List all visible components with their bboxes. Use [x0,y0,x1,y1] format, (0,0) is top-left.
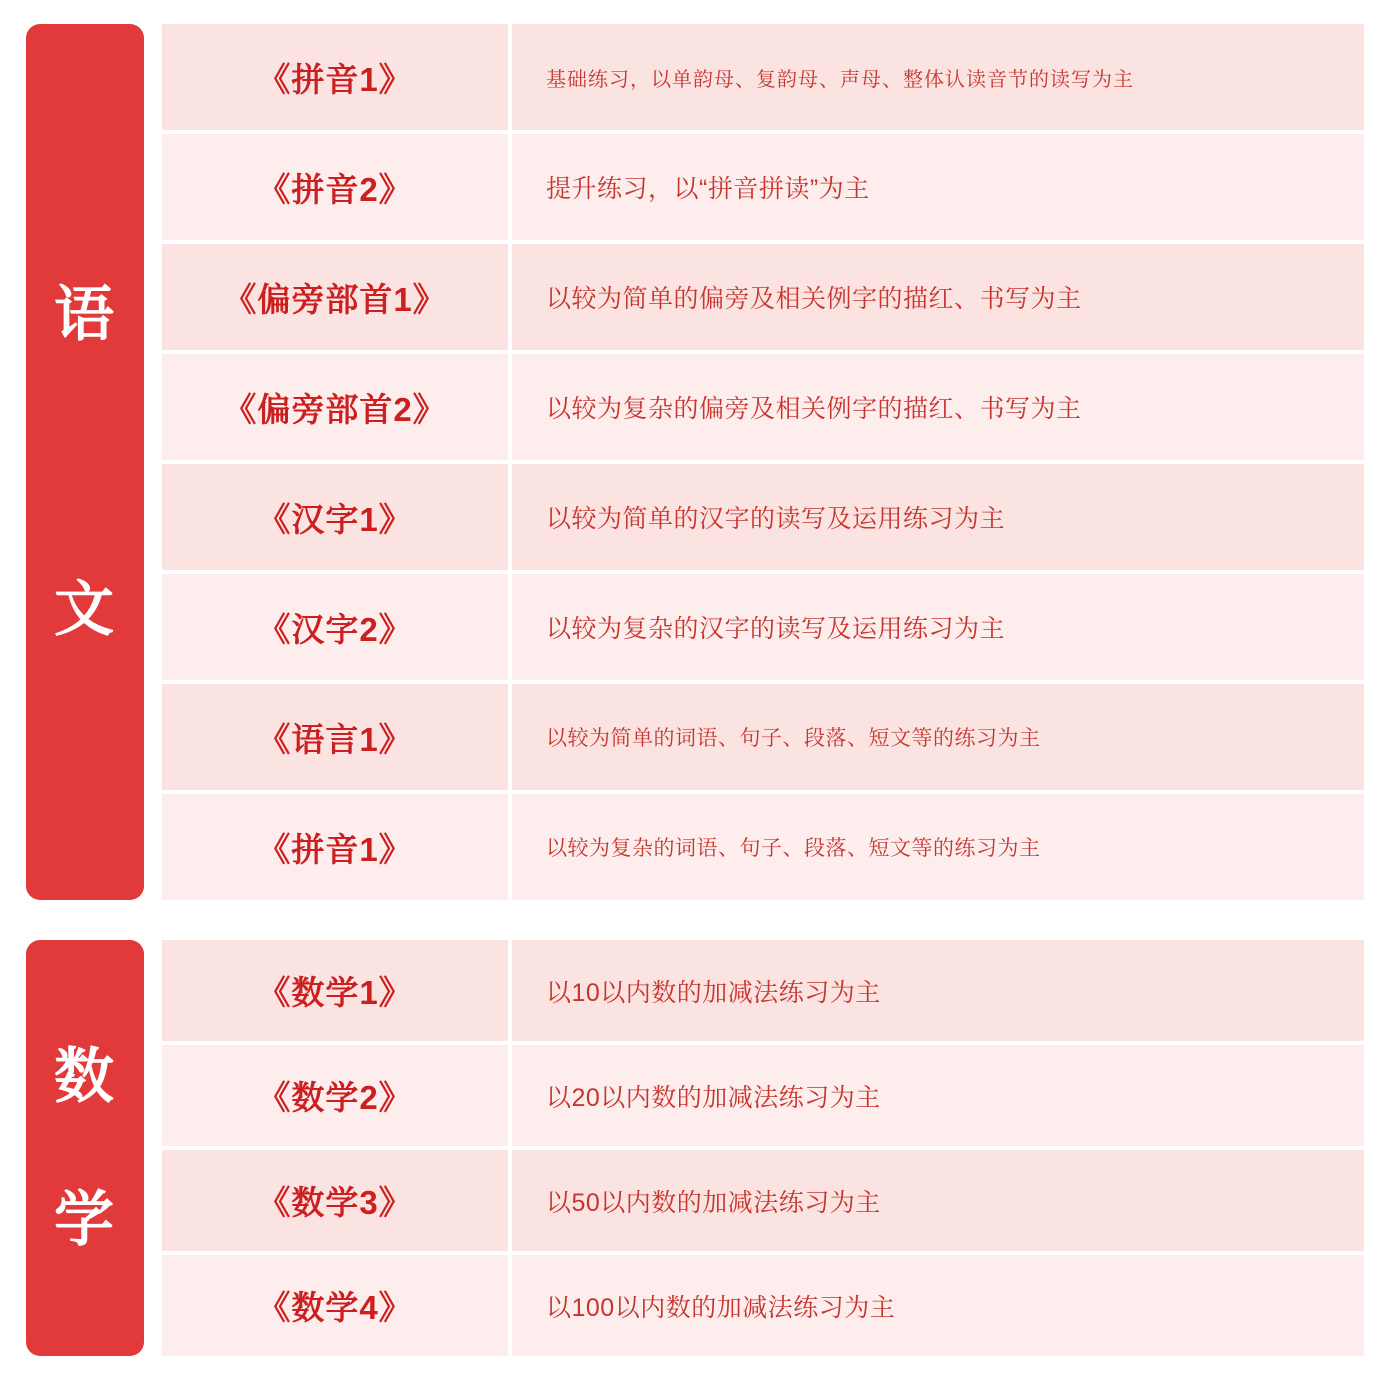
row-title: 《拼音2》 [162,134,508,240]
section-math [26,940,1364,1356]
row-description: 以10以内数的加减法练习为主 [512,940,1364,1041]
row-title: 《语言1》 [162,684,508,790]
subject-tab-math [26,940,144,1356]
section-language [26,24,1364,900]
row-description: 以较为复杂的偏旁及相关例字的描红、书写为主 [512,354,1364,460]
table-row [162,574,1364,680]
subject-char: 语 [54,280,116,348]
row-description: 基础练习，以单韵母、复韵母、声母、整体认读音节的读写为主 [512,24,1364,130]
table-row [162,24,1364,130]
table-row [162,794,1364,900]
table-row [162,684,1364,790]
table-row [162,354,1364,460]
row-title: 《数学2》 [162,1045,508,1146]
row-description: 以较为复杂的汉字的读写及运用练习为主 [512,574,1364,680]
table-row [162,134,1364,240]
row-title: 《汉字1》 [162,464,508,570]
row-description: 以较为简单的偏旁及相关例字的描红、书写为主 [512,244,1364,350]
row-description: 以20以内数的加减法练习为主 [512,1045,1364,1146]
row-title: 《拼音1》 [162,794,508,900]
row-description: 以50以内数的加减法练习为主 [512,1150,1364,1251]
row-title: 《偏旁部首1》 [162,244,508,350]
row-group-math [162,940,1364,1356]
row-group-language [162,24,1364,900]
row-title: 《偏旁部首2》 [162,354,508,460]
row-description: 以较为复杂的词语、句子、段落、短文等的练习为主 [512,794,1364,900]
row-title: 《拼音1》 [162,24,508,130]
row-title: 《数学3》 [162,1150,508,1251]
row-description: 以100以内数的加减法练习为主 [512,1255,1364,1356]
table-row [162,464,1364,570]
row-title: 《数学4》 [162,1255,508,1356]
row-title: 《汉字2》 [162,574,508,680]
table-row [162,1150,1364,1251]
table-row [162,244,1364,350]
table-row [162,1255,1364,1356]
row-description: 以较为简单的词语、句子、段落、短文等的练习为主 [512,684,1364,790]
row-description: 以较为简单的汉字的读写及运用练习为主 [512,464,1364,570]
table-row [162,1045,1364,1146]
row-title: 《数学1》 [162,940,508,1041]
subject-char: 学 [54,1185,116,1253]
table-row [162,940,1364,1041]
subject-char: 文 [54,576,116,644]
subject-char: 数 [54,1043,116,1111]
row-description: 提升练习，以“拼音拼读”为主 [512,134,1364,240]
subject-tab-language [26,24,144,900]
